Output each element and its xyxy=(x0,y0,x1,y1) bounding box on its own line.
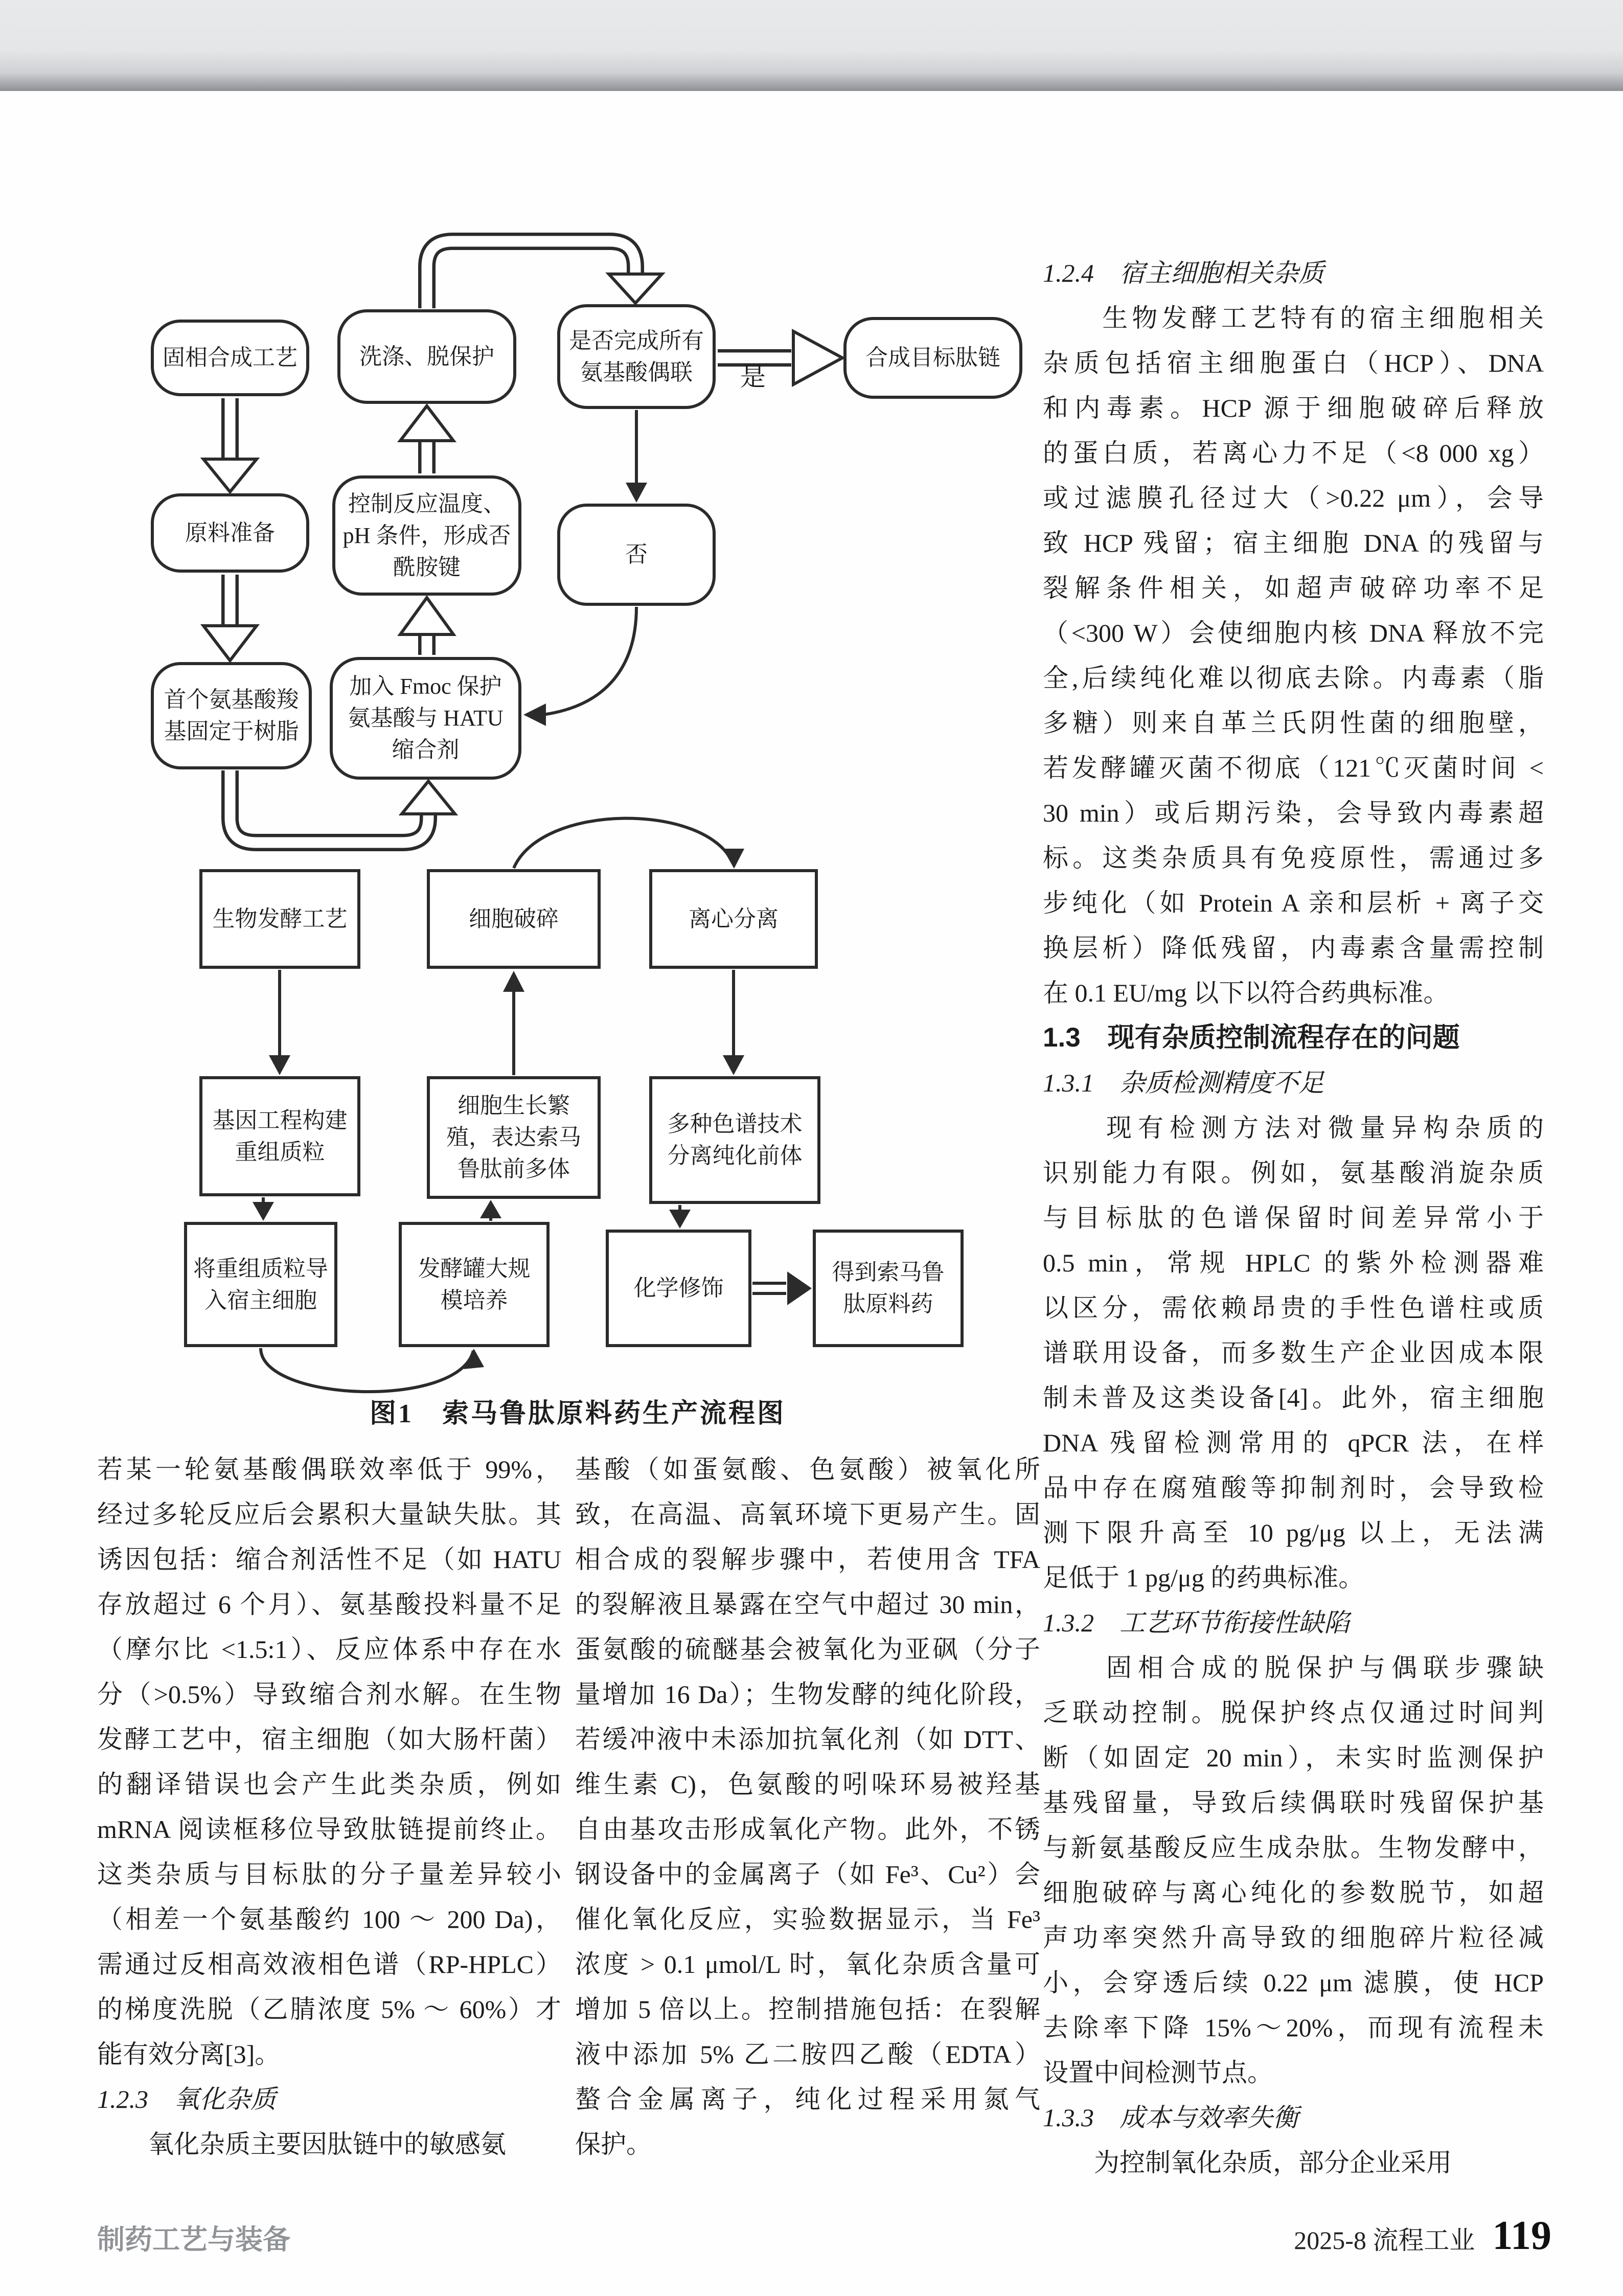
text-line: 量增加 16 Da）；生物发酵的纯化阶段， xyxy=(575,1680,1040,1709)
text-line: 螯合金属离子，纯化过程采用氮气 xyxy=(575,2085,1040,2113)
text-line: 的蛋白质，若离心力不足（<8 000 xg） xyxy=(1043,439,1544,467)
text-line: 发酵工艺中，宿主细胞（如大肠杆菌） xyxy=(97,1725,561,1754)
flow-box-target-peptide: 合成目标肽链 xyxy=(843,317,1022,399)
text-line: DNA 残留检测常用的 qPCR 法，在样 xyxy=(1043,1428,1544,1457)
flow-box-gene-engineering-plasmid: 基因工程构建重组质粒 xyxy=(199,1076,360,1196)
text-line: 增加 5 倍以上。控制措施包括：在裂解 xyxy=(575,1995,1040,2024)
text-line: 的裂解液且暴露在空气中超过 30 min， xyxy=(575,1590,1040,1619)
section-heading: 1.2.4 宿主细胞相关杂质 xyxy=(1043,259,1324,287)
flow-box-solid-phase-process: 固相合成工艺 xyxy=(151,320,309,396)
text-line: 去除率下降 15%～20%，而现有流程未 xyxy=(1043,2013,1544,2042)
text-line: 若发酵罐灭菌不彻底（121℃灭菌时间 < xyxy=(1043,754,1544,782)
text-line: （<300 W）会使细胞内核 DNA 释放不完 xyxy=(1043,619,1544,647)
section-heading: 1.3.3 成本与效率失衡 xyxy=(1043,2103,1298,2132)
text-line: 现有检测方法对微量异构杂质的 xyxy=(1043,1113,1544,1142)
flow-box-no: 否 xyxy=(557,504,716,606)
text-line: 谱联用设备，而多数生产企业因成本限 xyxy=(1043,1338,1544,1367)
flow-box-semaglutide-api: 得到索马鲁肽原料药 xyxy=(813,1230,964,1347)
flow-box-plasmid-into-host: 将重组质粒导入宿主细胞 xyxy=(184,1222,337,1347)
flow-box-coupling-complete-decision: 是否完成所有氨基酸偶联 xyxy=(557,304,716,409)
flow2-arrow-chroma-to-chem xyxy=(669,1205,691,1229)
flow1-arrow-material-to-firstaa xyxy=(203,575,257,661)
text-line: 致 HCP 残留；宿主细胞 DNA 的残留与 xyxy=(1043,529,1544,557)
flow1-arrow-firstaa-loop-to-fmoc xyxy=(230,770,455,843)
text-line: 细胞破碎与离心纯化的参数脱节，如超 xyxy=(1043,1878,1544,1907)
text-line: 全,后续纯化难以彻底去除。内毒素（脂 xyxy=(1043,664,1544,692)
text-line: 保护。 xyxy=(575,2130,652,2158)
flow1-arrow-decision-to-no xyxy=(626,410,647,503)
text-line: 或过滤膜孔径过大（>0.22 μm），会导 xyxy=(1043,484,1544,512)
text-line: 裂解条件相关，如超声破碎功率不足 xyxy=(1043,574,1544,602)
flow1-arrow-decision-yes-to-target xyxy=(718,331,842,384)
text-line: 基酸（如蛋氨酸、色氨酸）被氧化所 xyxy=(575,1455,1040,1484)
figure-caption: 图1 索马鲁肽原料药生产流程图 xyxy=(369,1399,786,1428)
flow-box-raw-material-prep: 原料准备 xyxy=(151,493,309,573)
flow-box-bio-fermentation-process: 生物发酵工艺 xyxy=(199,869,360,969)
text-line: 液中添加 5% 乙二胺四乙酸（EDTA） xyxy=(575,2040,1040,2068)
text-line: 需通过反相高效液相色谱（RP-HPLC） xyxy=(97,1950,561,1979)
text-line: 蛋氨酸的硫醚基会被氧化为亚砜（分子 xyxy=(575,1635,1040,1664)
text-line: 设置中间检测节点。 xyxy=(1043,2058,1273,2087)
text-line: 分（>0.5%）导致缩合剂水解。在生物 xyxy=(97,1680,561,1709)
flow2-arrow-chem-to-api xyxy=(752,1271,812,1305)
text-line: 维生素 C)，色氨酸的吲哚环易被羟基 xyxy=(575,1770,1040,1799)
text-line: （摩尔比 <1.5:1）、反应体系中存在水 xyxy=(97,1635,561,1664)
text-line: 催化氧化反应，实验数据显示，当 Fe³ xyxy=(575,1905,1040,1934)
section-heading: 1.3.1 杂质检测精度不足 xyxy=(1043,1069,1324,1097)
flow-box-first-amino-acid-resin: 首个氨基酸羧基固定于树脂 xyxy=(151,662,312,769)
text-line: 与目标肽的色谱保留时间差异常小于 xyxy=(1043,1203,1544,1232)
text-line: 小，会穿透后续 0.22 μm 滤膜，使 HCP xyxy=(1043,1968,1544,1997)
text-line: 为控制氧化杂质，部分企业采用 xyxy=(1043,2148,1452,2177)
text-line: 标。这类杂质具有免疫原性，需通过多 xyxy=(1043,844,1544,872)
text-line: 基残留量，导致后续偶联时残留保护基 xyxy=(1043,1788,1544,1817)
flow2-arrow-centrifuge-to-chroma xyxy=(723,970,744,1075)
flow-box-chromatography-purification: 多种色谱技术分离纯化前体 xyxy=(649,1076,820,1204)
text-line: 相合成的裂解步骤中，若使用含 TFA xyxy=(575,1545,1040,1574)
flow1-arrow-no-curve-to-fmoc xyxy=(523,607,636,726)
flow-label-yes: 是 xyxy=(740,362,766,391)
section-heading: 1.3.2 工艺环节衔接性缺陷 xyxy=(1043,1608,1350,1637)
text-line: 断（如固定 20 min），未实时监测保护 xyxy=(1043,1743,1544,1772)
footer-issue-label: 2025-8 流程工业 xyxy=(1294,2226,1475,2255)
text-line: 杂质包括宿主细胞蛋白（HCP）、DNA xyxy=(1043,349,1544,377)
footer-page-number: 119 xyxy=(1492,2213,1551,2258)
text-line: 生物发酵工艺特有的宿主细胞相关 xyxy=(1043,304,1544,332)
flow2-arrow-crush-arc-to-centrifuge xyxy=(514,819,744,869)
text-line: 致，在高温、高氧环境下更易产生。固 xyxy=(575,1500,1040,1529)
flow1-arrow-wash-bridge-to-decision xyxy=(427,241,662,308)
flow-box-cell-growth-expression: 细胞生长繁殖，表达索马鲁肽前多体 xyxy=(427,1076,601,1199)
flow-box-cell-disruption: 细胞破碎 xyxy=(427,869,601,969)
flow-box-centrifugation: 离心分离 xyxy=(649,869,818,969)
flow1-arrow-solidphase-to-material xyxy=(203,398,257,492)
text-line: 品中存在腐殖酸等抑制剂时，会导致检 xyxy=(1043,1473,1544,1502)
text-line: 测下限升高至 10 pg/μg 以上，无法满 xyxy=(1043,1518,1544,1547)
text-line: 在 0.1 EU/mg 以下以符合药典标准。 xyxy=(1043,979,1449,1007)
flow2-arrow-growth-to-crush xyxy=(503,971,524,1075)
text-line: 的翻译错误也会产生此类杂质，例如 xyxy=(97,1770,561,1799)
text-line: 乏联动控制。脱保护终点仅通过时间判 xyxy=(1043,1698,1544,1727)
flow-box-chemical-modification: 化学修饰 xyxy=(606,1230,751,1347)
body-column-left xyxy=(97,1447,561,2167)
footer-right-group xyxy=(1294,2213,1551,2259)
text-line: （相差一个氨基酸约 100 ～ 200 Da)， xyxy=(97,1905,561,1934)
text-line: 步纯化（如 Protein A 亲和层析 + 离子交 xyxy=(1043,889,1544,917)
page-footer xyxy=(97,2213,1551,2259)
text-line: 制未普及这类设备[4]。此外，宿主细胞 xyxy=(1043,1383,1544,1412)
flow2-arrow-gene-to-plasmid xyxy=(253,1197,274,1221)
body-column-middle xyxy=(575,1447,1040,2167)
text-line: 固相合成的脱保护与偶联步骤缺 xyxy=(1043,1653,1544,1682)
text-line: 自由基攻击形成氧化产物。此外，不锈 xyxy=(575,1815,1040,1844)
text-line: 识别能力有限。例如，氨基酸消旋杂质 xyxy=(1043,1158,1544,1187)
flow1-arrow-control-to-wash xyxy=(400,406,453,473)
footer-section-title: 制药工艺与装备 xyxy=(97,2224,290,2255)
text-line: 浓度 > 0.1 μmol/L 时，氧化杂质含量可 xyxy=(575,1950,1040,1979)
text-line: 30 min）或后期污染，会导致内毒素超 xyxy=(1043,799,1544,827)
text-line: 0.5 min，常规 HPLC 的紫外检测器难 xyxy=(1043,1248,1544,1277)
text-line: 声功率突然升高导致的细胞碎片粒径减 xyxy=(1043,1923,1544,1952)
text-line: 经过多轮反应后会累积大量缺失肽。其 xyxy=(97,1500,561,1529)
section-heading: 1.2.3 氧化杂质 xyxy=(97,2085,276,2113)
flow2-arrow-bio-to-gene xyxy=(269,970,290,1075)
text-line: 氧化杂质主要因肽链中的敏感氨 xyxy=(97,2130,506,2158)
text-line: 换层析）降低残留，内毒素含量需控制 xyxy=(1043,934,1544,962)
text-line: 以区分，需依赖昂贵的手性色谱柱或质 xyxy=(1043,1293,1544,1322)
flow-box-fmoc-hatu: 加入 Fmoc 保护氨基酸与 HATU 缩合剂 xyxy=(330,657,521,780)
text-line: 诱因包括：缩合剂活性不足（如 HATU xyxy=(97,1545,561,1574)
flow2-arrow-plasmid-loop-to-ferment xyxy=(261,1348,484,1392)
flow-box-fermenter-culture: 发酵罐大规模培养 xyxy=(399,1222,550,1347)
text-line: 存放超过 6 个月）、氨基酸投料量不足 xyxy=(97,1590,561,1619)
text-line: 若某一轮氨基酸偶联效率低于 99%， xyxy=(97,1455,561,1484)
flow1-arrow-fmoc-to-control xyxy=(400,598,453,655)
flow-box-wash-deprotect: 洗涤、脱保护 xyxy=(337,309,516,404)
text-line: 多糖）则来自革兰氏阴性菌的细胞壁， xyxy=(1043,709,1544,737)
text-line: 足低于 1 pg/μg 的药典标准。 xyxy=(1043,1563,1364,1592)
text-line: 与新氨基酸反应生成杂肽。生物发酵中， xyxy=(1043,1833,1544,1862)
body-column-right xyxy=(1043,251,1544,2185)
flow2-arrow-ferment-to-growth xyxy=(480,1200,501,1221)
section-heading: 1.3 现有杂质控制流程存在的问题 xyxy=(1043,1022,1460,1053)
flow-box-reaction-control: 控制反应温度、pH 条件，形成否酰胺键 xyxy=(332,475,521,596)
text-line: 的梯度洗脱（乙腈浓度 5% ～ 60%）才 xyxy=(97,1995,561,2024)
text-line: 和内毒素。HCP 源于细胞破碎后释放 xyxy=(1043,394,1544,422)
text-line: 若缓冲液中未添加抗氧化剂（如 DTT、 xyxy=(575,1725,1040,1754)
text-line: 这类杂质与目标肽的分子量差异较小 xyxy=(97,1860,561,1889)
text-line: mRNA 阅读框移位导致肽链提前终止。 xyxy=(97,1815,561,1844)
text-line: 能有效分离[3]。 xyxy=(97,2040,281,2068)
text-line: 钢设备中的金属离子（如 Fe³、Cu²）会 xyxy=(575,1860,1040,1889)
